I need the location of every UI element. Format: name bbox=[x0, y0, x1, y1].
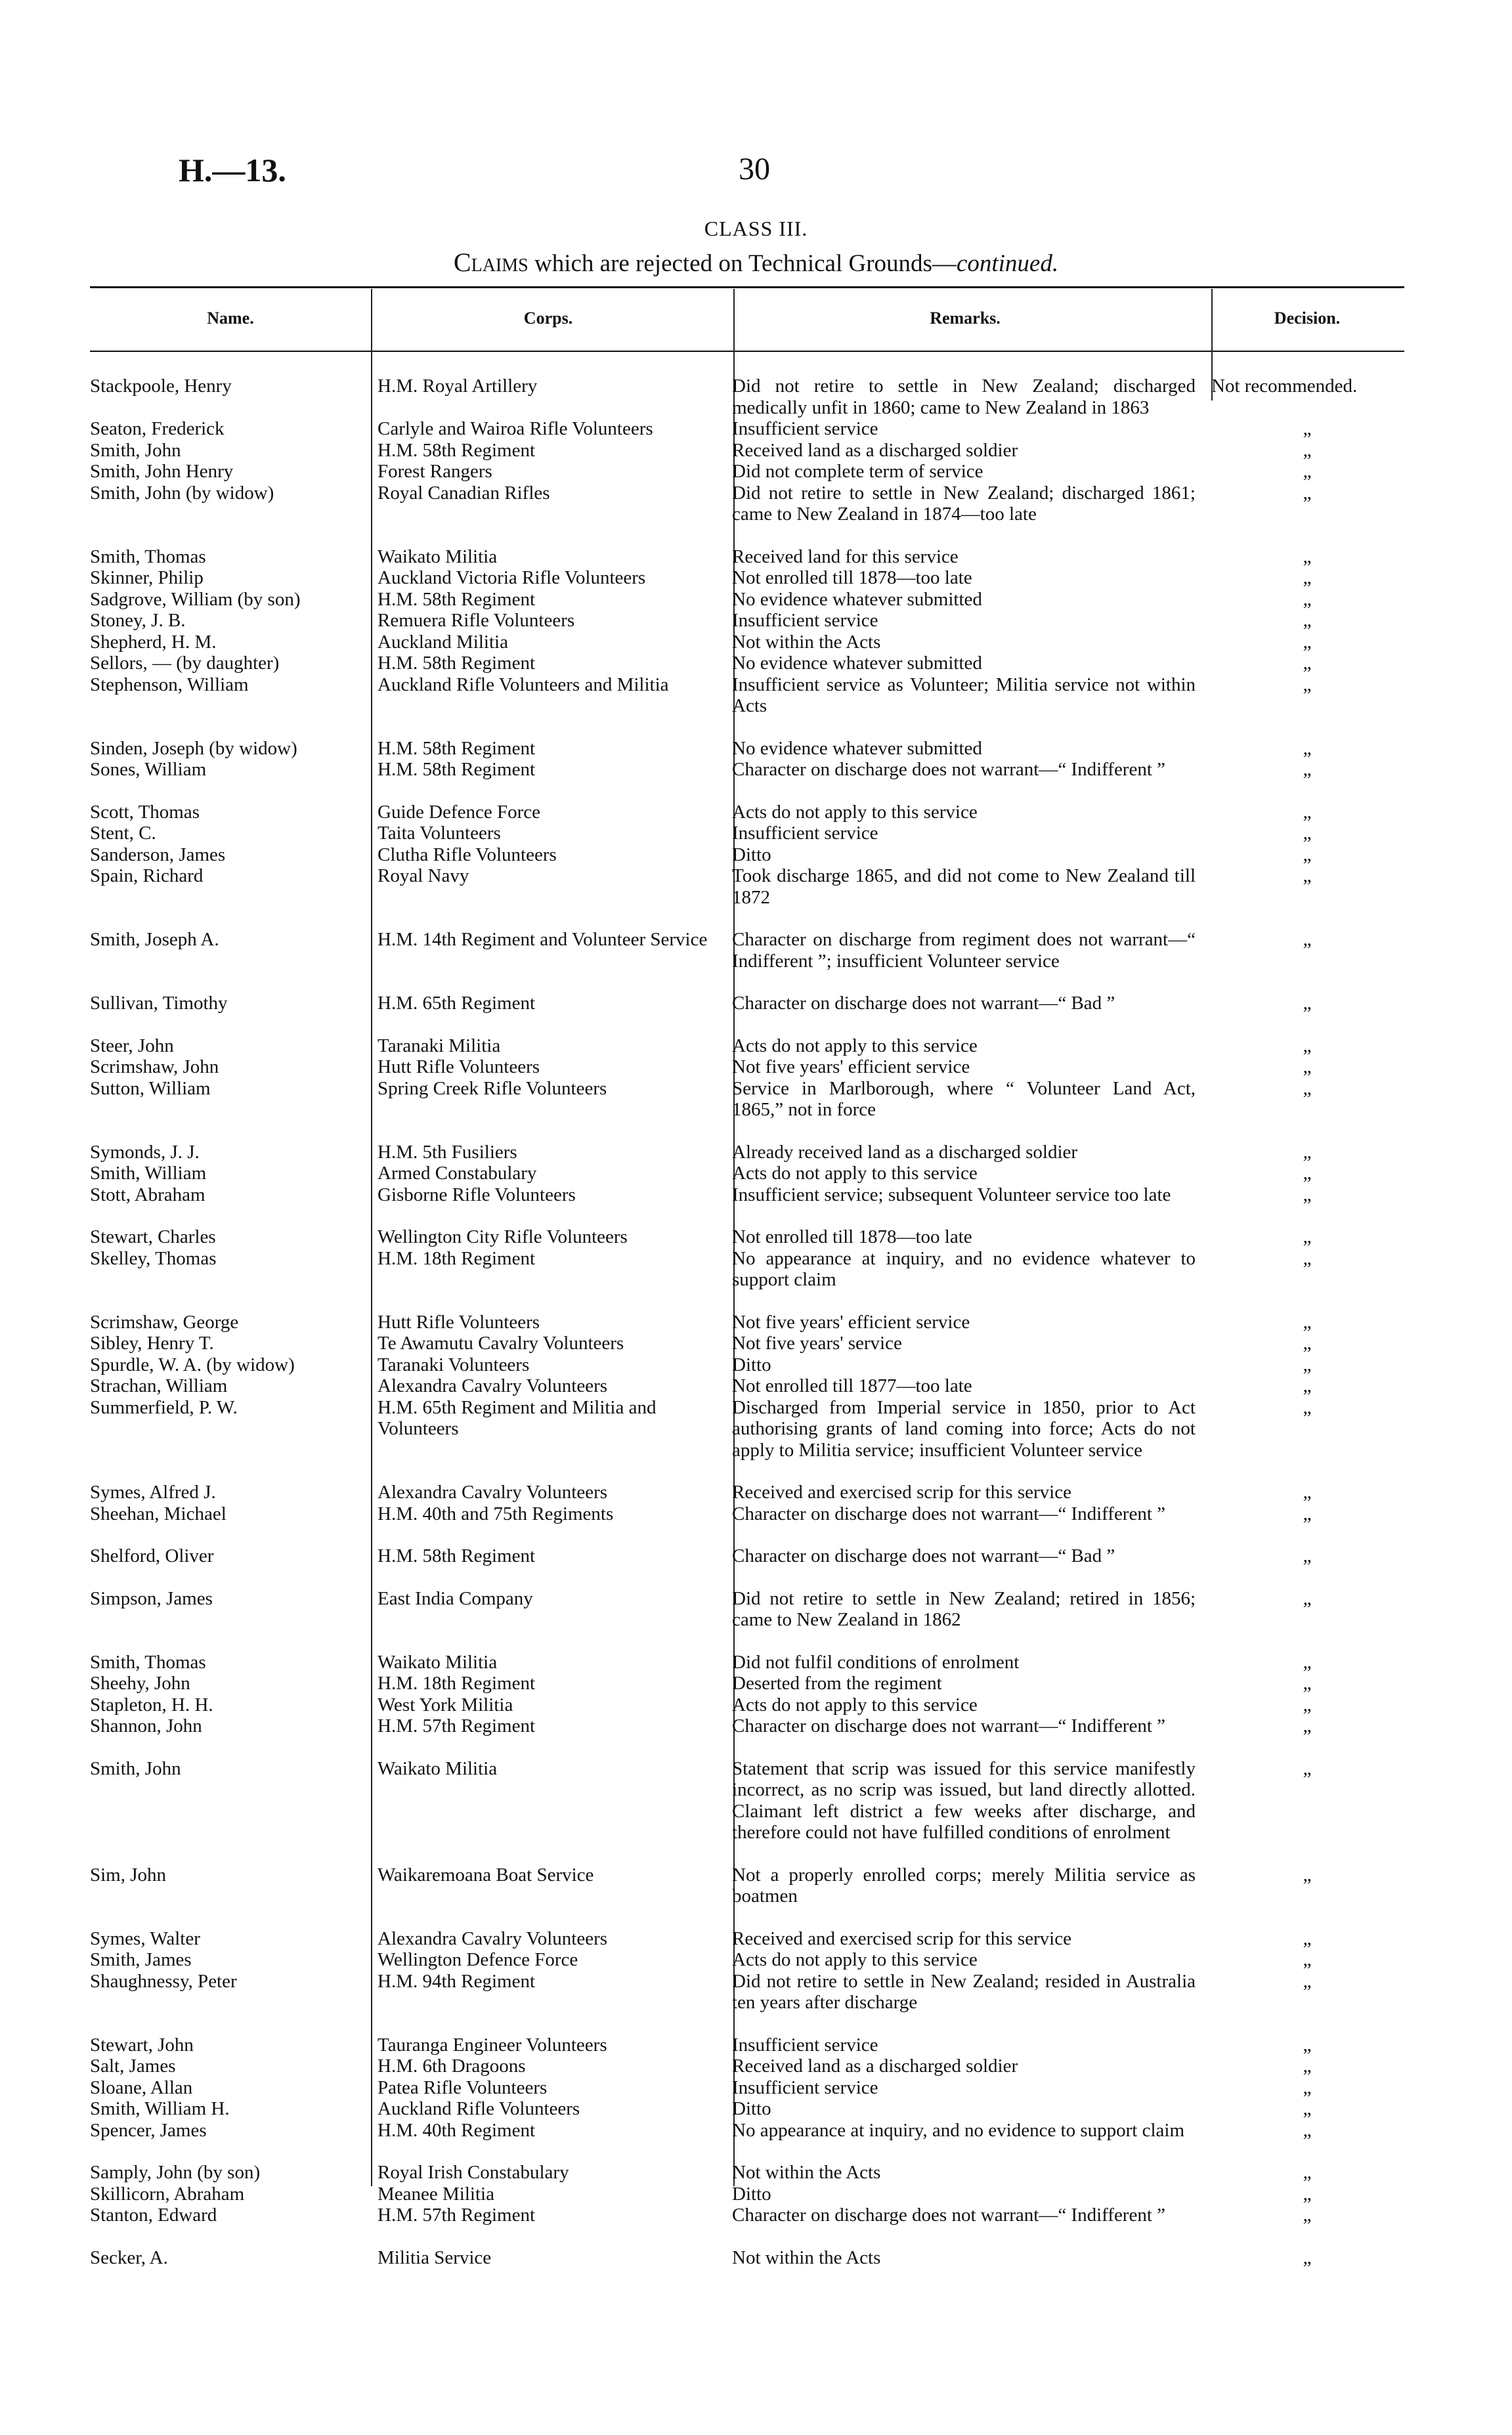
class-heading: CLASS III. bbox=[704, 217, 808, 240]
decision-cell: „ bbox=[1303, 653, 1312, 674]
decision-cell: „ bbox=[1303, 1928, 1312, 1949]
claimant-name: Sanderson, James bbox=[90, 844, 226, 865]
table-row bbox=[90, 2162, 1410, 2184]
claimant-name: Symes, Walter bbox=[90, 1928, 200, 1949]
column-header-decision: Decision. bbox=[1274, 309, 1341, 328]
remarks-cell: Deserted from the regiment bbox=[732, 1673, 942, 1694]
table-row bbox=[90, 1354, 1410, 1376]
corps-cell: Waikato Militia bbox=[378, 546, 498, 567]
table-row bbox=[90, 2247, 1410, 2269]
claimant-name: Sutton, William bbox=[90, 1077, 211, 1099]
claimant-name: Sloane, Allan bbox=[90, 2077, 193, 2098]
table-row bbox=[90, 1652, 1410, 1673]
corps-cell: Alexandra Cavalry Volunteers bbox=[378, 1928, 608, 1949]
claimant-name: Summerfield, P. W. bbox=[90, 1396, 238, 1418]
remarks-cell: Acts do not apply to this service bbox=[732, 801, 978, 823]
remarks-cell: Did not retire to settle in New Zealand; retired in 1856; came to New Zealand in 1862 bbox=[732, 1587, 1196, 1630]
corps-cell: Wellington Defence Force bbox=[378, 1949, 578, 1970]
subtitle-lead: Claims bbox=[453, 248, 529, 277]
claimant-name: Smith, John (by widow) bbox=[90, 482, 274, 504]
corps-cell: H.M. 57th Regiment bbox=[378, 1715, 536, 1736]
corps-cell: Royal Navy bbox=[378, 865, 469, 886]
remarks-cell: Not five years' efficient service bbox=[732, 1311, 970, 1333]
corps-cell: H.M. 58th Regiment bbox=[378, 759, 536, 780]
column-header-corps: Corps. bbox=[523, 309, 573, 328]
remarks-cell: Acts do not apply to this service bbox=[732, 1694, 978, 1715]
subtitle-continued: continued. bbox=[956, 250, 1059, 277]
remarks-cell: No appearance at inquiry, and no evidence whatever to support claim bbox=[732, 1247, 1196, 1290]
claimant-name: Stewart, Charles bbox=[90, 1226, 216, 1247]
remarks-cell: Not five years' service bbox=[732, 1333, 902, 1354]
remarks-cell: No evidence whatever submitted bbox=[732, 737, 982, 759]
claimant-name: Scott, Thomas bbox=[90, 801, 200, 823]
table-row bbox=[90, 546, 1410, 568]
decision-cell: „ bbox=[1303, 844, 1312, 865]
decision-cell: „ bbox=[1303, 1035, 1312, 1056]
table-row bbox=[90, 1184, 1410, 1206]
remarks-cell: Did not fulfil conditions of enrolment bbox=[732, 1651, 1020, 1673]
table-row bbox=[90, 1715, 1410, 1737]
corps-cell: Auckland Rifle Volunteers bbox=[378, 2098, 580, 2119]
corps-cell: Hutt Rifle Volunteers bbox=[378, 1311, 540, 1333]
decision-cell: „ bbox=[1303, 1970, 1312, 1992]
table-row bbox=[90, 483, 1410, 525]
remarks-cell: Not within the Acts bbox=[732, 2247, 881, 2268]
decision-cell: „ bbox=[1303, 801, 1312, 823]
table-row bbox=[90, 993, 1410, 1014]
remarks-cell: Character on discharge does not warrant—“ Indifferent ” bbox=[732, 1503, 1166, 1524]
remarks-cell: Did not complete term of service bbox=[732, 461, 983, 482]
table-row bbox=[90, 610, 1410, 632]
corps-cell: H.M. Royal Artillery bbox=[378, 376, 538, 397]
remarks-cell: Ditto bbox=[732, 2098, 771, 2119]
column-header-remarks: Remarks. bbox=[930, 309, 1001, 328]
remarks-cell: Insufficient service bbox=[732, 418, 878, 439]
decision-cell: „ bbox=[1303, 2162, 1312, 2183]
decision-cell: „ bbox=[1303, 610, 1312, 631]
table-row bbox=[90, 1056, 1410, 1078]
claimant-name: Smith, William bbox=[90, 1163, 207, 1184]
table-row bbox=[90, 802, 1410, 823]
decision-cell: „ bbox=[1303, 1396, 1312, 1418]
table-row bbox=[90, 2184, 1410, 2205]
decision-cell: „ bbox=[1303, 1056, 1312, 1077]
claimant-name: Simpson, James bbox=[90, 1587, 213, 1609]
remarks-cell: Ditto bbox=[732, 2183, 771, 2205]
table-row bbox=[90, 1312, 1410, 1333]
claimant-name: Salt, James bbox=[90, 2056, 176, 2077]
table-row bbox=[90, 632, 1410, 653]
corps-cell: Waikato Militia bbox=[378, 1757, 498, 1779]
remarks-cell: Already received land as a discharged soldier bbox=[732, 1141, 1078, 1163]
claimant-name: Smith, John Henry bbox=[90, 461, 234, 482]
corps-cell: H.M. 65th Regiment bbox=[378, 993, 536, 1014]
remarks-cell: Insufficient service; subsequent Volunteer service too late bbox=[732, 1184, 1171, 1205]
corps-cell: East India Company bbox=[378, 1587, 533, 1609]
table-row bbox=[90, 1163, 1410, 1184]
claimant-name: Smith, Thomas bbox=[90, 1651, 206, 1673]
claimant-name: Stewart, John bbox=[90, 2034, 194, 2056]
remarks-cell: Received and exercised scrip for this service bbox=[732, 1482, 1071, 1503]
corps-cell: Guide Defence Force bbox=[378, 801, 540, 823]
corps-cell: H.M. 58th Regiment bbox=[378, 439, 536, 461]
corps-cell: Hutt Rifle Volunteers bbox=[378, 1056, 540, 1077]
remarks-cell: Received land as a discharged soldier bbox=[732, 2056, 1018, 2077]
table-row bbox=[90, 2056, 1410, 2077]
remarks-cell: Took discharge 1865, and did not come to New Zealand till 1872 bbox=[732, 865, 1196, 908]
table-subtitle bbox=[0, 247, 1512, 278]
table-row bbox=[90, 1971, 1410, 2014]
claimant-name: Shannon, John bbox=[90, 1715, 202, 1736]
claimant-name: Steer, John bbox=[90, 1035, 174, 1056]
remarks-cell: Acts do not apply to this service bbox=[732, 1035, 978, 1056]
remarks-cell: Insufficient service bbox=[732, 823, 878, 844]
remarks-cell: Character on discharge does not warrant—“ Indifferent ” bbox=[732, 1715, 1166, 1736]
remarks-cell: Not within the Acts bbox=[732, 2162, 881, 2183]
corps-cell: Tauranga Engineer Volunteers bbox=[378, 2034, 607, 2056]
corps-cell: Auckland Victoria Rifle Volunteers bbox=[378, 567, 646, 588]
decision-cell: „ bbox=[1303, 1184, 1312, 1205]
remarks-cell: Insufficient service as Volunteer; Militia service not within Acts bbox=[732, 674, 1196, 716]
claimant-name: Strachan, William bbox=[90, 1375, 228, 1396]
remarks-cell: No evidence whatever submitted bbox=[732, 653, 982, 674]
decision-cell: „ bbox=[1303, 588, 1312, 610]
claimant-name: Sellors, — (by daughter) bbox=[90, 653, 280, 674]
subtitle-middle: which are rejected on Technical Grounds— bbox=[528, 250, 957, 277]
remarks-cell: No evidence whatever submitted bbox=[732, 588, 982, 610]
table-row bbox=[90, 2035, 1410, 2056]
corps-cell: Wellington City Rifle Volunteers bbox=[378, 1226, 628, 1247]
table-row bbox=[90, 2098, 1410, 2120]
table-row bbox=[90, 1078, 1410, 1121]
page-number: 30 bbox=[739, 152, 770, 186]
claimant-name: Skinner, Philip bbox=[90, 567, 204, 588]
corps-cell: Armed Constabulary bbox=[378, 1163, 537, 1184]
claimant-name: Seaton, Frederick bbox=[90, 418, 225, 439]
claimant-name: Spencer, James bbox=[90, 2119, 207, 2141]
claimant-name: Smith, Thomas bbox=[90, 546, 206, 567]
remarks-cell: Not a properly enrolled corps; merely Militia service as boatmen bbox=[732, 1864, 1196, 1907]
decision-cell: „ bbox=[1303, 2247, 1312, 2268]
remarks-cell: Not within the Acts bbox=[732, 631, 881, 653]
table-row bbox=[90, 418, 1410, 440]
decision-cell: „ bbox=[1303, 1651, 1312, 1673]
decision-cell: „ bbox=[1303, 1864, 1312, 1886]
corps-cell: Gisborne Rifle Volunteers bbox=[378, 1184, 576, 1205]
claimant-name: Sheehy, John bbox=[90, 1673, 190, 1694]
claimant-name: Stackpoole, Henry bbox=[90, 376, 232, 397]
decision-cell: „ bbox=[1303, 993, 1312, 1014]
table-row bbox=[90, 1673, 1410, 1694]
corps-cell: Waikato Militia bbox=[378, 1651, 498, 1673]
table-row bbox=[90, 1142, 1410, 1163]
decision-cell: „ bbox=[1303, 1949, 1312, 1970]
table-row bbox=[90, 823, 1410, 844]
remarks-cell: Did not retire to settle in New Zealand; resided in Australia ten years after discharge bbox=[732, 1970, 1196, 2013]
table-row bbox=[90, 738, 1410, 760]
claimant-name: Stoney, J. B. bbox=[90, 610, 186, 631]
corps-cell: West York Militia bbox=[378, 1694, 513, 1715]
claimant-name: Stanton, Edward bbox=[90, 2205, 217, 2226]
claimant-name: Smith, William H. bbox=[90, 2098, 230, 2119]
remarks-cell: Insufficient service bbox=[732, 2077, 878, 2098]
table-row bbox=[90, 2077, 1410, 2099]
corps-cell: H.M. 58th Regiment bbox=[378, 653, 536, 674]
decision-cell: „ bbox=[1303, 2183, 1312, 2205]
table-row bbox=[90, 929, 1410, 972]
corps-cell: Meanee Militia bbox=[378, 2183, 494, 2205]
decision-cell: „ bbox=[1303, 1141, 1312, 1163]
corps-cell: Taranaki Volunteers bbox=[378, 1354, 530, 1375]
corps-cell: H.M. 58th Regiment bbox=[378, 588, 536, 610]
decision-cell: „ bbox=[1303, 439, 1312, 461]
corps-cell: Waikaremoana Boat Service bbox=[378, 1864, 594, 1886]
corps-cell: H.M. 40th Regiment bbox=[378, 2119, 536, 2141]
claimant-name: Smith, John bbox=[90, 439, 181, 461]
decision-cell: „ bbox=[1303, 2056, 1312, 2077]
claimant-name: Skelley, Thomas bbox=[90, 1247, 217, 1269]
table-top-rule bbox=[90, 286, 1404, 288]
remarks-cell: Did not retire to settle in New Zealand; discharged 1861; came to New Zealand in 1874—too late bbox=[732, 482, 1196, 525]
claimant-name: Stent, C. bbox=[90, 823, 156, 844]
corps-cell: Patea Rifle Volunteers bbox=[378, 2077, 548, 2098]
table-row bbox=[90, 1928, 1410, 1950]
decision-cell: „ bbox=[1303, 2205, 1312, 2226]
decision-cell: „ bbox=[1303, 674, 1312, 695]
claimant-name: Symes, Alfred J. bbox=[90, 1482, 216, 1503]
corps-cell: Militia Service bbox=[378, 2247, 492, 2268]
decision-cell: „ bbox=[1303, 418, 1312, 439]
decision-cell: „ bbox=[1303, 567, 1312, 588]
table-row bbox=[90, 2205, 1410, 2226]
corps-cell: Taranaki Militia bbox=[378, 1035, 501, 1056]
decision-cell: Not recommended. bbox=[1211, 376, 1358, 397]
claimant-name: Smith, James bbox=[90, 1949, 192, 1970]
corps-cell: Royal Irish Constabulary bbox=[378, 2162, 569, 2183]
table-row bbox=[90, 1758, 1410, 1843]
claimant-name: Smith, John bbox=[90, 1757, 181, 1779]
claimant-name: Stephenson, William bbox=[90, 674, 249, 695]
remarks-cell: Not five years' efficient service bbox=[732, 1056, 970, 1077]
decision-cell: „ bbox=[1303, 1545, 1312, 1566]
decision-cell: „ bbox=[1303, 737, 1312, 759]
remarks-cell: Received and exercised scrip for this service bbox=[732, 1928, 1071, 1949]
table-row bbox=[90, 1545, 1410, 1567]
table-row bbox=[90, 759, 1410, 781]
remarks-cell: No appearance at inquiry, and no evidence to support claim bbox=[732, 2119, 1185, 2141]
page-id: H.—13. bbox=[179, 152, 286, 188]
claimant-name: Shelford, Oliver bbox=[90, 1545, 214, 1566]
corps-cell: Auckland Rifle Volunteers and Militia bbox=[378, 674, 669, 695]
claimant-name: Sullivan, Timothy bbox=[90, 993, 228, 1014]
corps-cell: Remuera Rifle Volunteers bbox=[378, 610, 575, 631]
corps-cell: H.M. 5th Fusiliers bbox=[378, 1141, 517, 1163]
decision-cell: „ bbox=[1303, 1715, 1312, 1736]
remarks-cell: Character on discharge from regiment does not warrant—“ Indifferent ”; insufficient Volunteer service bbox=[732, 929, 1196, 972]
decision-cell: „ bbox=[1303, 865, 1312, 886]
remarks-cell: Service in Marlborough, where “ Volunteer Land Act, 1865,” not in force bbox=[732, 1077, 1196, 1120]
corps-cell: Forest Rangers bbox=[378, 461, 492, 482]
claimant-name: Sadgrove, William (by son) bbox=[90, 588, 301, 610]
decision-cell: „ bbox=[1303, 1226, 1312, 1247]
remarks-cell: Did not retire to settle in New Zealand; discharged medically unfit in 1860; came to New Zealand in 1863 bbox=[732, 376, 1196, 418]
claimant-name: Spain, Richard bbox=[90, 865, 204, 886]
decision-cell: „ bbox=[1303, 1673, 1312, 1694]
decision-cell: „ bbox=[1303, 1354, 1312, 1375]
decision-cell: „ bbox=[1303, 2098, 1312, 2119]
corps-cell: H.M. 6th Dragoons bbox=[378, 2056, 526, 2077]
decision-cell: „ bbox=[1303, 1482, 1312, 1503]
decision-cell: „ bbox=[1303, 1163, 1312, 1184]
claimant-name: Scrimshaw, George bbox=[90, 1311, 239, 1333]
table-row bbox=[90, 1397, 1410, 1461]
corps-cell: Auckland Militia bbox=[378, 631, 508, 653]
corps-cell: H.M. 94th Regiment bbox=[378, 1970, 536, 1992]
table-row bbox=[90, 865, 1410, 908]
table-row bbox=[90, 1864, 1410, 1907]
table-row bbox=[90, 1248, 1410, 1291]
table-row bbox=[90, 567, 1410, 589]
table-row bbox=[90, 1226, 1410, 1248]
decision-cell: „ bbox=[1303, 1503, 1312, 1524]
corps-cell: Alexandra Cavalry Volunteers bbox=[378, 1375, 608, 1396]
table-row bbox=[90, 2120, 1410, 2142]
corps-cell: H.M. 18th Regiment bbox=[378, 1673, 536, 1694]
decision-cell: „ bbox=[1303, 482, 1312, 504]
corps-cell: Spring Creek Rifle Volunteers bbox=[378, 1077, 607, 1099]
remarks-cell: Not enrolled till 1878—too late bbox=[732, 567, 972, 588]
claimant-name: Symonds, J. J. bbox=[90, 1141, 200, 1163]
decision-cell: „ bbox=[1303, 2119, 1312, 2141]
claimant-name: Skillicorn, Abraham bbox=[90, 2183, 245, 2205]
remarks-cell: Ditto bbox=[732, 844, 771, 865]
remarks-cell: Received land as a discharged soldier bbox=[732, 439, 1018, 461]
table-row bbox=[90, 589, 1410, 611]
corps-cell: H.M. 18th Regiment bbox=[378, 1247, 536, 1269]
table-row bbox=[90, 844, 1410, 866]
remarks-cell: Acts do not apply to this service bbox=[732, 1163, 978, 1184]
corps-cell: H.M. 14th Regiment and Volunteer Service bbox=[378, 929, 708, 950]
corps-cell: H.M. 40th and 75th Regiments bbox=[378, 1503, 614, 1524]
corps-cell: H.M. 58th Regiment bbox=[378, 1545, 536, 1566]
claims-table bbox=[90, 376, 1410, 2268]
column-header-name: Name. bbox=[207, 309, 254, 328]
claimant-name: Shepherd, H. M. bbox=[90, 631, 217, 653]
claimant-name: Sones, William bbox=[90, 759, 207, 780]
claimant-name: Secker, A. bbox=[90, 2247, 168, 2268]
decision-cell: „ bbox=[1303, 461, 1312, 482]
table-row bbox=[90, 1588, 1410, 1631]
claimant-name: Stapleton, H. H. bbox=[90, 1694, 213, 1715]
remarks-cell: Not enrolled till 1877—too late bbox=[732, 1375, 972, 1396]
remarks-cell: Acts do not apply to this service bbox=[732, 1949, 978, 1970]
table-row bbox=[90, 1333, 1410, 1354]
claimant-name: Sim, John bbox=[90, 1864, 167, 1886]
table-row bbox=[90, 1694, 1410, 1716]
table-row bbox=[90, 1503, 1410, 1525]
claimant-name: Smith, Joseph A. bbox=[90, 929, 219, 950]
remarks-cell: Character on discharge does not warrant—“ Indifferent ” bbox=[732, 2205, 1166, 2226]
remarks-cell: Not enrolled till 1878—too late bbox=[732, 1226, 972, 1247]
decision-cell: „ bbox=[1303, 1694, 1312, 1715]
corps-cell: H.M. 58th Regiment bbox=[378, 737, 536, 759]
decision-cell: „ bbox=[1303, 1247, 1312, 1269]
remarks-cell: Discharged from Imperial service in 1850, prior to Act authorising grants of land coming into force; Acts do not apply to Militia service; insufficient Volunteer service bbox=[732, 1396, 1196, 1461]
table-row bbox=[90, 1482, 1410, 1503]
table-row bbox=[90, 1035, 1410, 1057]
decision-cell: „ bbox=[1303, 1375, 1312, 1396]
corps-cell: Taita Volunteers bbox=[378, 823, 501, 844]
remarks-cell: Insufficient service bbox=[732, 2034, 878, 2056]
table-row bbox=[90, 674, 1410, 717]
decision-cell: „ bbox=[1303, 2077, 1312, 2098]
claimant-name: Sheehan, Michael bbox=[90, 1503, 227, 1524]
decision-cell: „ bbox=[1303, 1333, 1312, 1354]
remarks-cell: Character on discharge does not warrant—“ Bad ” bbox=[732, 1545, 1115, 1566]
table-row bbox=[90, 461, 1410, 483]
remarks-cell: Received land for this service bbox=[732, 546, 959, 567]
table-row bbox=[90, 653, 1410, 674]
decision-cell: „ bbox=[1303, 929, 1312, 950]
remarks-cell: Insufficient service bbox=[732, 610, 878, 631]
table-row bbox=[90, 440, 1410, 462]
decision-cell: „ bbox=[1303, 1311, 1312, 1333]
remarks-cell: Statement that scrip was issued for this service manifestly incorrect, as no scrip was issued, but land directly allotted. Claimant left district a few weeks after discharge, and therefore could not have fulfilled conditions of enrolment bbox=[732, 1757, 1196, 1843]
claimant-name: Scrimshaw, John bbox=[90, 1056, 219, 1077]
claimant-name: Stott, Abraham bbox=[90, 1184, 205, 1205]
decision-cell: „ bbox=[1303, 631, 1312, 653]
corps-cell: Clutha Rifle Volunteers bbox=[378, 844, 557, 865]
corps-cell: H.M. 57th Regiment bbox=[378, 2205, 536, 2226]
table-row bbox=[90, 376, 1410, 418]
decision-cell: „ bbox=[1303, 823, 1312, 844]
decision-cell: „ bbox=[1303, 1077, 1312, 1099]
claimant-name: Spurdle, W. A. (by widow) bbox=[90, 1354, 295, 1375]
claimant-name: Sibley, Henry T. bbox=[90, 1333, 214, 1354]
table-header-rule bbox=[90, 351, 1404, 352]
decision-cell: „ bbox=[1303, 759, 1312, 780]
claimant-name: Samply, John (by son) bbox=[90, 2162, 261, 2183]
decision-cell: „ bbox=[1303, 2034, 1312, 2056]
claimant-name: Sinden, Joseph (by widow) bbox=[90, 737, 297, 759]
corps-cell: Te Awamutu Cavalry Volunteers bbox=[378, 1333, 624, 1354]
decision-cell: „ bbox=[1303, 1757, 1312, 1779]
table-row bbox=[90, 1375, 1410, 1397]
remarks-cell: Ditto bbox=[732, 1354, 771, 1375]
corps-cell: Carlyle and Wairoa Rifle Volunteers bbox=[378, 418, 653, 439]
claimant-name: Shaughnessy, Peter bbox=[90, 1970, 237, 1992]
table-row bbox=[90, 1949, 1410, 1971]
corps-cell: H.M. 65th Regiment and Militia and Volunteers bbox=[378, 1396, 657, 1439]
remarks-cell: Character on discharge does not warrant—“ Indifferent ” bbox=[732, 759, 1166, 780]
remarks-cell: Character on discharge does not warrant—“ Bad ” bbox=[732, 993, 1115, 1014]
decision-cell: „ bbox=[1303, 1587, 1312, 1609]
corps-cell: Alexandra Cavalry Volunteers bbox=[378, 1482, 608, 1503]
corps-cell: Royal Canadian Rifles bbox=[378, 482, 550, 504]
decision-cell: „ bbox=[1303, 546, 1312, 567]
